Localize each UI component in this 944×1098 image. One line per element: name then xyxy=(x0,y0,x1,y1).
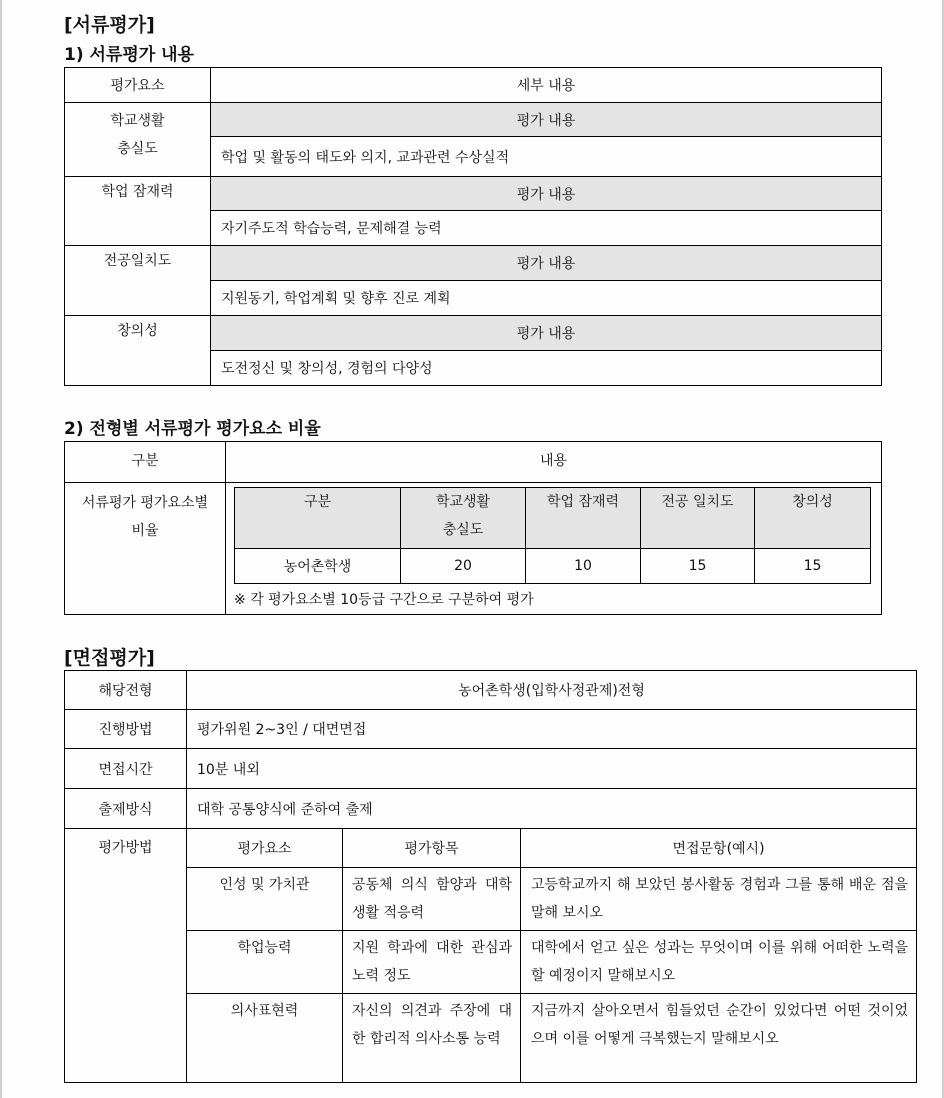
interview-label-applicant-type: 해당전형 xyxy=(65,671,187,710)
method-element: 학업능력 xyxy=(187,931,343,994)
method-header-item: 평가항목 xyxy=(343,829,521,868)
interview-label-duration: 면접시간 xyxy=(65,749,187,789)
interview-value-applicant-type: 농어촌학생(입학사정관제)전형 xyxy=(187,671,917,710)
method-header-element: 평가요소 xyxy=(187,829,343,868)
detail-cell: 자기주도적 학습능력, 문제해결 능력 xyxy=(211,211,882,246)
element-cell xyxy=(65,103,211,177)
review-content-table xyxy=(64,67,882,386)
subheader-cell: 평가 내용 xyxy=(211,177,882,211)
element-cell xyxy=(65,177,211,246)
inner-cell-value: 20 xyxy=(401,549,526,584)
header-category: 구분 xyxy=(65,442,226,483)
inner-cell-value: 15 xyxy=(641,549,755,584)
method-header-question: 면접문항(예시) xyxy=(521,829,917,868)
header-content: 내용 xyxy=(226,442,882,483)
header-element: 평가요소 xyxy=(65,68,211,103)
element-cell xyxy=(65,246,211,316)
inner-header-category xyxy=(235,488,401,549)
detail-cell: 지원동기, 학업계획 및 향후 진로 계획 xyxy=(211,281,882,316)
interview-table xyxy=(64,670,917,1083)
ratio-table xyxy=(64,441,882,615)
element-label-line2: 충실도 xyxy=(117,141,158,157)
subsection-title-ratio: 2) 전형별 서류평가 평가요소 비율 xyxy=(64,419,321,439)
ratio-row-label xyxy=(65,483,226,615)
interview-label-method: 평가방법 xyxy=(65,829,187,1083)
inner-header-label: 구분 xyxy=(303,494,332,510)
interview-value-duration: 10분 내외 xyxy=(187,749,917,789)
element-cell xyxy=(65,316,211,386)
inner-header-creativity xyxy=(755,488,871,549)
detail-cell: 학업 및 활동의 태도와 의지, 교과관련 수상실적 xyxy=(211,137,882,177)
inner-header-label-line2: 충실도 xyxy=(442,522,484,538)
ratio-note: ※ 각 평가요소별 10등급 구간으로 구분하여 평가 xyxy=(234,592,534,608)
page-left-border xyxy=(0,0,2,1098)
interview-label-question-format: 출제방식 xyxy=(65,789,187,829)
ratio-row-label-line1: 서류평가 평가요소별 xyxy=(81,495,209,511)
inner-cell-value: 10 xyxy=(526,549,641,584)
section-title-interview: [면접평가] xyxy=(64,647,155,669)
subheader-cell: 평가 내용 xyxy=(211,316,882,351)
method-item: 공동체 의식 함양과 대학생활 적응력 xyxy=(343,868,521,931)
inner-header-school-life xyxy=(401,488,526,549)
inner-header-label: 전공 일치도 xyxy=(661,494,734,510)
ratio-content-cell xyxy=(226,483,882,615)
subheader-cell: 평가 내용 xyxy=(211,103,882,137)
element-label-line1: 전공일치도 xyxy=(103,253,172,269)
header-detail: 세부 내용 xyxy=(211,68,882,103)
method-question: 대학에서 얻고 싶은 성과는 무엇이며 이를 위해 어떠한 노력을 할 예정이지 말해보시오 xyxy=(521,931,917,994)
element-label-line1: 창의성 xyxy=(117,323,158,339)
detail-cell: 도전정신 및 창의성, 경험의 다양성 xyxy=(211,351,882,386)
inner-header-label: 학업 잠재력 xyxy=(546,494,620,510)
ratio-inner-table xyxy=(234,487,871,584)
inner-cell-value: 15 xyxy=(755,549,871,584)
method-item: 자신의 의견과 주장에 대한 합리적 의사소통 능력 xyxy=(343,994,521,1083)
inner-header-major-fit xyxy=(641,488,755,549)
interview-value-question-format: 대학 공통양식에 준하여 출제 xyxy=(187,789,917,829)
method-element: 인성 및 가치관 xyxy=(187,868,343,931)
method-question: 지금까지 살아오면서 힘들었던 순간이 있었다면 어떤 것이었으며 이를 어떻게 극복했는지 말해보시오 xyxy=(521,994,917,1083)
ratio-row-label-line2: 비율 xyxy=(131,523,159,539)
interview-value-procedure: 평가위원 2~3인 / 대면면접 xyxy=(187,710,917,749)
method-question: 고등학교까지 해 보았던 봉사활동 경험과 그를 통해 배운 점을 말해 보시오 xyxy=(521,868,917,931)
inner-header-academic-potential xyxy=(526,488,641,549)
interview-label-procedure: 진행방법 xyxy=(65,710,187,749)
method-item: 지원 학과에 대한 관심과 노력 정도 xyxy=(343,931,521,994)
subsection-title-review-content: 1) 서류평가 내용 xyxy=(64,45,194,65)
method-element: 의사표현력 xyxy=(187,994,343,1083)
inner-header-label-line1: 학교생활 xyxy=(435,494,491,510)
element-label-line1: 학업 잠재력 xyxy=(101,184,174,200)
inner-header-label: 창의성 xyxy=(792,494,833,510)
element-label-line1: 학교생활 xyxy=(110,113,165,129)
section-title-document-review: [서류평가] xyxy=(64,14,155,36)
inner-cell-applicant-type: 농어촌학생 xyxy=(235,549,401,584)
subheader-cell: 평가 내용 xyxy=(211,246,882,281)
